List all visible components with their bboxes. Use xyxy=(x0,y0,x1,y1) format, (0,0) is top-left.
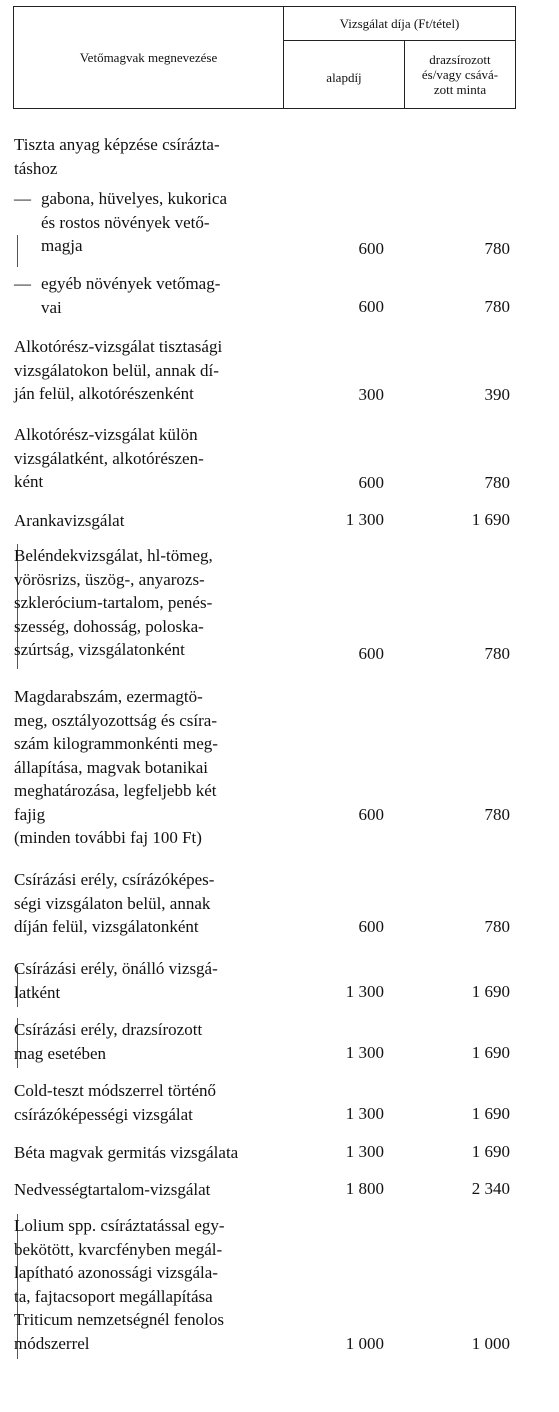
coated-fee-value: 390 xyxy=(484,385,510,404)
basic-fee-value: 1 300 xyxy=(345,982,384,1001)
coated-fee-value: 1 690 xyxy=(471,1104,510,1123)
row-description: Arankavizsgálat xyxy=(14,511,125,530)
row-description: Csírázási erély, csírázóképes- ségi vizsgálaton belül, annak díján felül, vizsgálatonként xyxy=(14,870,215,936)
list-dash: — xyxy=(14,274,31,293)
coated-fee-value: 1 690 xyxy=(471,1142,510,1161)
basic-fee-value: 600 xyxy=(358,239,384,258)
basic-fee-value: 600 xyxy=(358,805,384,824)
header-fee-column: Vizsgálat díja (Ft/tétel) xyxy=(284,7,515,41)
row-description: gabona, hüvelyes, kukorica és rostos növények vető- magja xyxy=(41,189,227,255)
row-description: Alkotórész-vizsgálat tisztasági vizsgálatokon belül, annak dí- ján felül, alkotórészenként xyxy=(14,337,223,403)
margin-rule xyxy=(17,235,18,267)
table-header xyxy=(13,6,516,109)
coated-fee-value: 780 xyxy=(484,473,510,492)
coated-fee-value: 780 xyxy=(484,644,510,663)
coated-fee-value: 1 690 xyxy=(471,510,510,529)
basic-fee-value: 1 300 xyxy=(345,510,384,529)
row-description: Béta magvak germitás vizsgálata xyxy=(14,1143,239,1162)
coated-fee-value: 780 xyxy=(484,917,510,936)
row-description: Beléndekvizsgálat, hl-tömeg, vörösrizs, üszög-, anyarozs- szklerócium-tartalom, penés- szesség, dohosság, poloska- szúrtság, vizsgálatonként xyxy=(14,546,213,659)
row-description: Cold-teszt módszerrel történő csírázóképességi vizsgálat xyxy=(14,1081,217,1124)
row-description: Nedvességtartalom-vizsgálat xyxy=(14,1180,211,1199)
coated-fee-value: 780 xyxy=(484,805,510,824)
coated-fee-value: 2 340 xyxy=(471,1179,510,1198)
row-description: Tiszta anyag képzése csírázta- táshoz xyxy=(14,135,220,178)
basic-fee-value: 1 300 xyxy=(345,1104,384,1123)
header-basic-fee-column: alapdíj xyxy=(284,41,405,108)
row-description: Csírázási erély, drazsírozott mag esetében xyxy=(14,1020,203,1063)
basic-fee-value: 300 xyxy=(358,385,384,404)
coated-fee-value: 1 690 xyxy=(471,982,510,1001)
header-coated-sample-column: drazsírozott és/vagy csává- zott minta xyxy=(421,52,499,97)
basic-fee-value: 1 800 xyxy=(345,1179,384,1198)
basic-fee-value: 600 xyxy=(358,644,384,663)
header-name-column: Vetőmagvak megnevezése xyxy=(14,7,284,108)
row-description: Alkotórész-vizsgálat külön vizsgálatként, alkotórészen- ként xyxy=(14,425,204,491)
list-dash: — xyxy=(14,189,31,208)
coated-fee-value: 1 690 xyxy=(471,1043,510,1062)
row-description: Lolium spp. csíráztatással egy- bekötött, kvarcfényben megál- lapítható azonossági vizsgála- ta, fajtacsoport megállapítása Triticum nemzetségnél fenolos módszerrel xyxy=(14,1216,225,1353)
coated-fee-value: 780 xyxy=(484,239,510,258)
basic-fee-value: 600 xyxy=(358,473,384,492)
coated-fee-value: 1 000 xyxy=(471,1334,510,1353)
row-description: Magdarabszám, ezermagtö- meg, osztályozottság és csíra- szám kilogrammonkénti meg- állapítása, magvak botanikai meghatározása, legfeljebb két fajig (minden további faj 100 Ft) xyxy=(14,687,218,847)
basic-fee-value: 1 300 xyxy=(345,1043,384,1062)
coated-fee-value: 780 xyxy=(484,297,510,316)
basic-fee-value: 600 xyxy=(358,297,384,316)
row-description: Csírázási erély, önálló vizsgá- latként xyxy=(14,959,218,1002)
basic-fee-value: 1 300 xyxy=(345,1142,384,1161)
row-description: egyéb növények vetőmag- vai xyxy=(41,274,221,317)
basic-fee-value: 1 000 xyxy=(345,1334,384,1353)
basic-fee-value: 600 xyxy=(358,917,384,936)
